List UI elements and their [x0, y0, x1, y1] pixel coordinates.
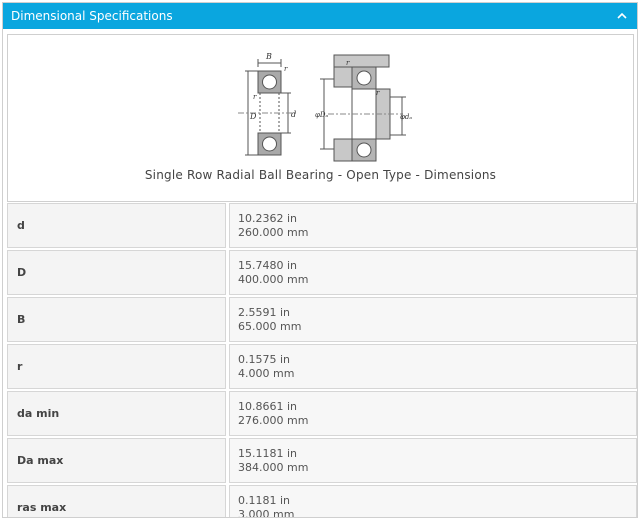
label-Da: φDₐ: [315, 111, 329, 119]
spec-row-Da-max: [7, 438, 638, 483]
panel-header[interactable]: [3, 3, 637, 29]
spec-row-d: [7, 203, 638, 248]
spec-label: da min: [7, 391, 226, 436]
value-mm: 3.000 mm: [238, 508, 295, 518]
spec-value: [229, 391, 637, 436]
spec-value: [229, 485, 637, 518]
spec-row-ras-max: [7, 485, 638, 518]
spec-label: B: [7, 297, 226, 342]
spec-row-r: [7, 344, 638, 389]
spec-label: ras max: [7, 485, 226, 518]
bearing-section-drawing: [238, 59, 298, 155]
spec-row-B: [7, 297, 638, 342]
spec-label: Da max: [7, 438, 226, 483]
spec-value: [229, 203, 637, 248]
value-in: 0.1181 in: [238, 494, 291, 507]
value-in: 2.5591 in: [238, 306, 291, 319]
label-da: φdₐ: [400, 113, 413, 121]
value-in: 15.7480 in: [238, 259, 298, 272]
bearing-dimension-diagram: [8, 35, 635, 165]
mounting-drawing: [320, 55, 406, 161]
value-in: 15.1181 in: [238, 447, 298, 460]
panel-title: Dimensional Specifications: [11, 9, 173, 23]
spec-row-da-min: [7, 391, 638, 436]
label-D: D: [250, 112, 257, 121]
spec-value: [229, 297, 637, 342]
spec-label: D: [7, 250, 226, 295]
label-d: d: [291, 110, 297, 119]
value-in: 0.1575 in: [238, 353, 291, 366]
figure-caption: Single Row Radial Ball Bearing - Open Type - Dimensions: [144, 168, 497, 182]
value-in: 10.2362 in: [238, 212, 298, 225]
value-mm: 260.000 mm: [238, 226, 309, 239]
label-r1: r: [284, 65, 288, 73]
dimensional-specifications-panel: [2, 2, 638, 518]
spec-value: [229, 438, 637, 483]
label-B: B: [266, 52, 272, 61]
spec-row-D: [7, 250, 638, 295]
value-mm: 276.000 mm: [238, 414, 309, 427]
spec-label: d: [7, 203, 226, 248]
spec-value: [229, 250, 637, 295]
value-mm: 384.000 mm: [238, 461, 309, 474]
value-mm: 65.000 mm: [238, 320, 302, 333]
label-r3: r: [346, 59, 350, 67]
value-mm: 400.000 mm: [238, 273, 309, 286]
label-ra: r: [376, 89, 380, 97]
spec-label: r: [7, 344, 226, 389]
value-mm: 4.000 mm: [238, 367, 295, 380]
label-r2: r: [253, 93, 257, 101]
spec-table: [7, 203, 638, 518]
spec-value: [229, 344, 637, 389]
value-in: 10.8661 in: [238, 400, 298, 413]
bearing-figure: [7, 34, 634, 202]
chevron-up-icon[interactable]: [615, 9, 629, 23]
